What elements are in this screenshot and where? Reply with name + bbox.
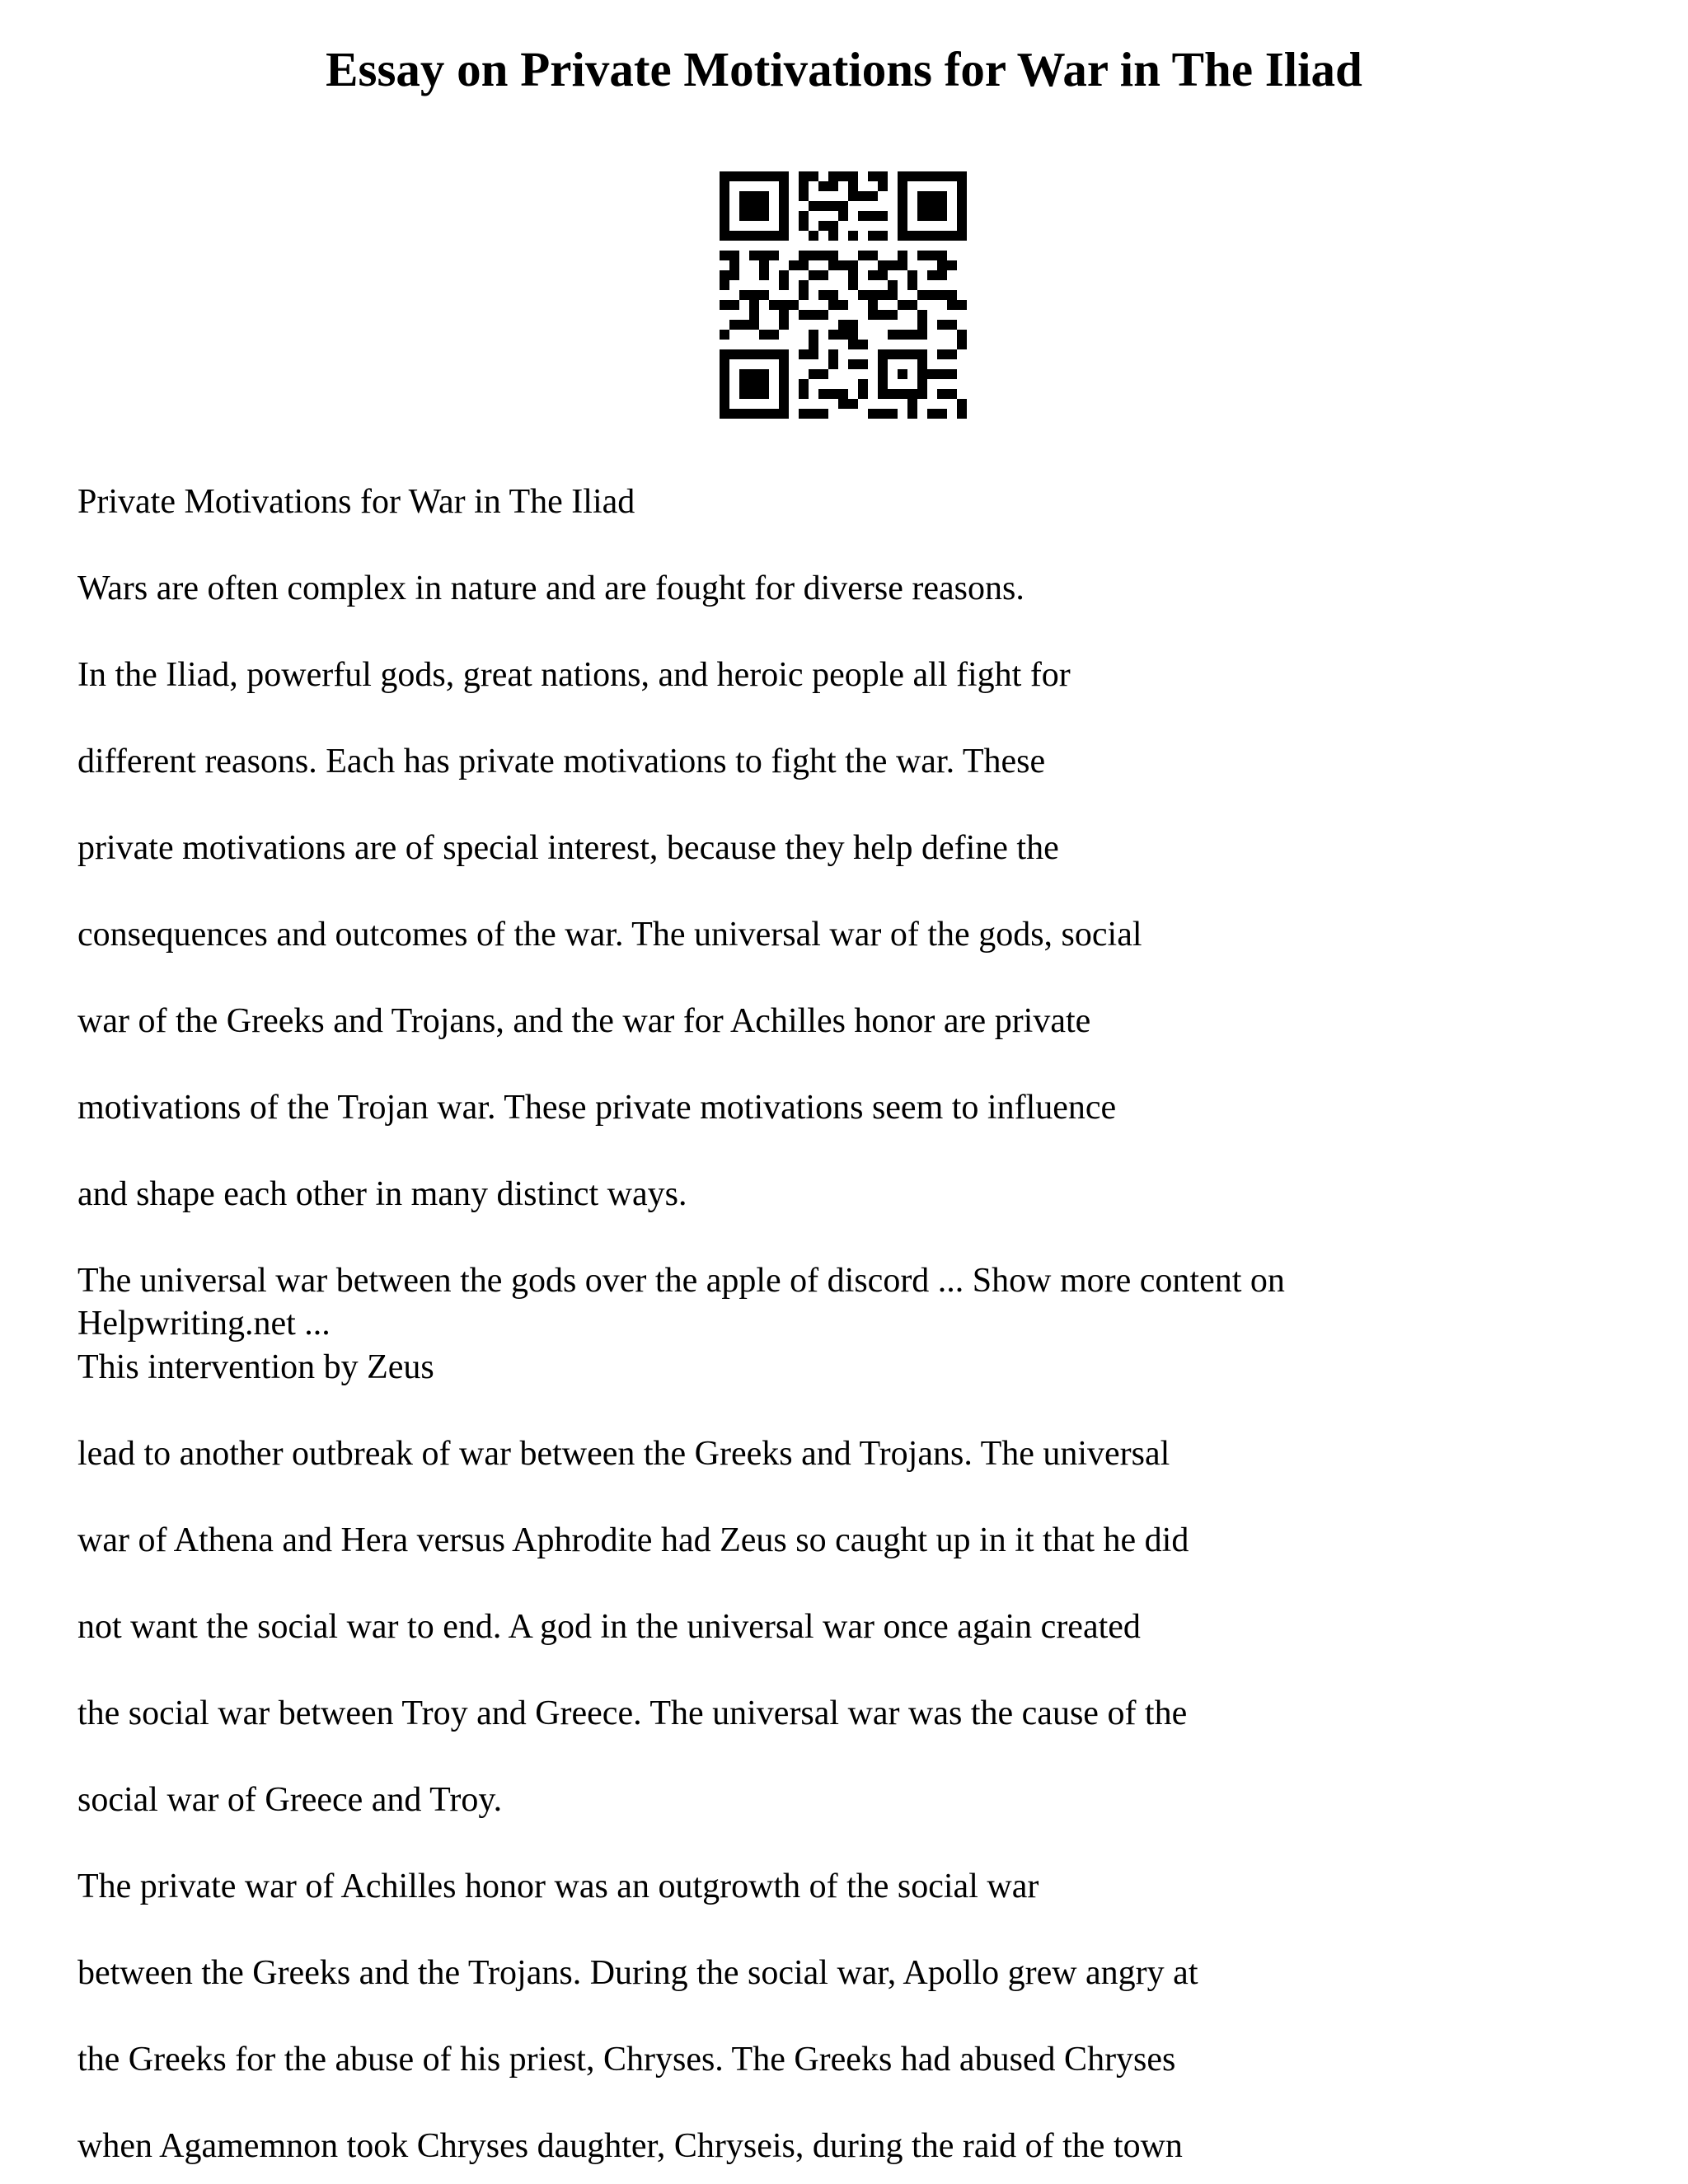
essay-line: lead to another outbreak of war between the Greeks and Trojans. The universal xyxy=(77,1435,1170,1473)
essay-line: and shape each other in many distinct ways. xyxy=(77,1175,687,1213)
essay-line: private motivations are of special interest, because they help define the xyxy=(77,829,1059,867)
essay-line: the Greeks for the abuse of his priest, Chryses. The Greeks had abused Chryses xyxy=(77,2041,1176,2079)
essay-line: Wars are often complex in nature and are fought for diverse reasons. xyxy=(77,569,1025,607)
essay-line: the social war between Troy and Greece. The universal war was the cause of the xyxy=(77,1694,1188,1732)
essay-line: This intervention by Zeus xyxy=(77,1348,434,1386)
qr-code-icon xyxy=(720,171,967,419)
document-title: Essay on Private Motivations for War in The Iliad xyxy=(326,42,1362,96)
essay-line: different reasons. Each has private motivations to fight the war. These xyxy=(77,743,1046,780)
essay-line: between the Greeks and the Trojans. During the social war, Apollo grew angry at xyxy=(77,1954,1198,1992)
essay-line: social war of Greece and Troy. xyxy=(77,1781,503,1819)
essay-line: consequences and outcomes of the war. The universal war of the gods, social xyxy=(77,916,1142,954)
essay-line: Private Motivations for War in The Iliad xyxy=(77,483,635,521)
essay-line: The private war of Achilles honor was an outgrowth of the social war xyxy=(77,1868,1039,1905)
essay-line: Helpwriting.net ... xyxy=(77,1305,331,1343)
essay-line: not want the social war to end. A god in the universal war once again created xyxy=(77,1608,1141,1646)
essay-line: The universal war between the gods over the apple of discord ... Show more content on xyxy=(77,1262,1285,1300)
essay-line: motivations of the Trojan war. These private motivations seem to influence xyxy=(77,1089,1117,1127)
essay-line: war of Athena and Hera versus Aphrodite had Zeus so caught up in it that he did xyxy=(77,1521,1189,1559)
essay-line: war of the Greeks and Trojans, and the war for Achilles honor are private xyxy=(77,1002,1091,1040)
essay-line: when Agamemnon took Chryses daughter, Chryseis, during the raid of the town xyxy=(77,2127,1183,2165)
essay-line: In the Iliad, powerful gods, great nations, and heroic people all fight for xyxy=(77,656,1071,694)
